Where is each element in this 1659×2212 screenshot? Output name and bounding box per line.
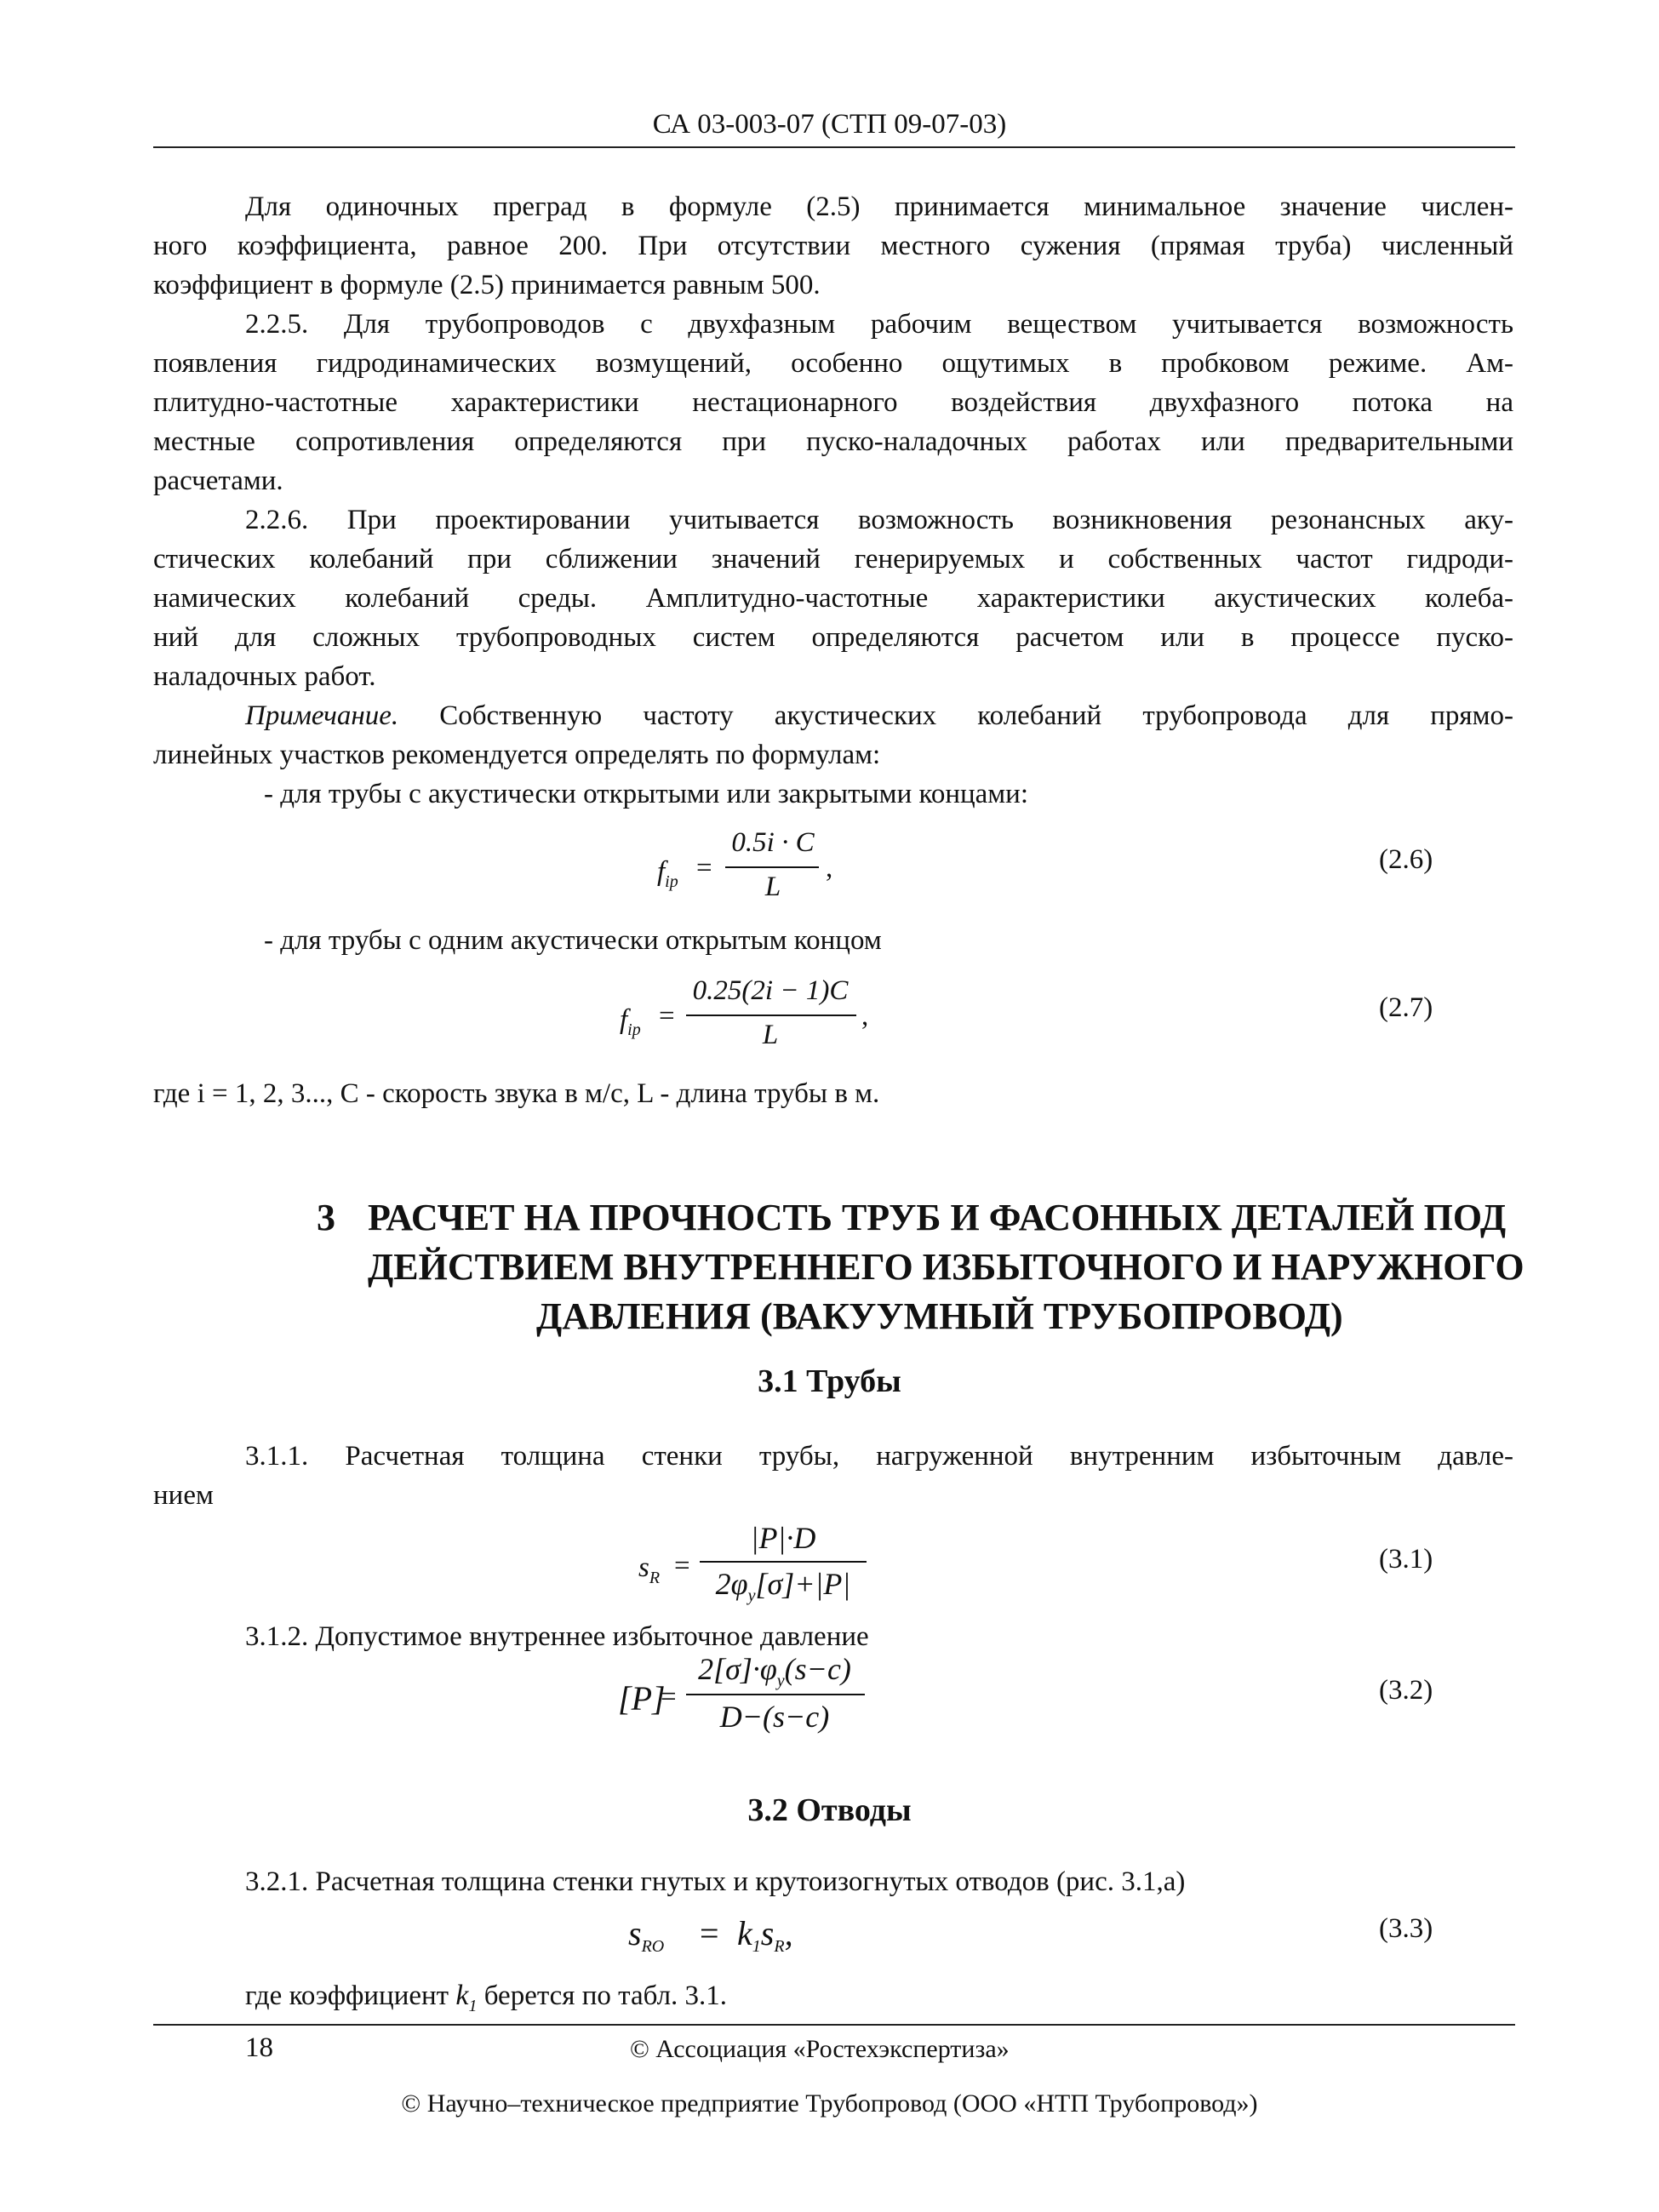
para-line: нием xyxy=(153,1480,214,1511)
para-line: 3.2.1. Расчетная толщина стенки гнутых и крутоизогнутых отводов (рис. 3.1,а) xyxy=(245,1866,1186,1897)
formula-number: (3.2) xyxy=(1379,1675,1433,1706)
page-number: 18 xyxy=(245,2032,273,2063)
k1-line: где коэффициент $k_1$ берется по табл. 3.1. xyxy=(245,1980,728,2015)
where-line: где i = 1, 2, 3..., С - скорость звука в м/с, L - длина трубы в м. xyxy=(153,1078,880,1109)
para-line: 2.2.6. При проектировании учитывается возможность возникновения резонансных аку- xyxy=(245,505,1513,535)
header-rule xyxy=(153,146,1515,148)
note-label: Примечание. xyxy=(245,700,399,731)
section-title-line: РАСЧЕТ НА ПРОЧНОСТЬ ТРУБ И ФАСОННЫХ ДЕТАЛЕЙ ПОД xyxy=(368,1197,1507,1238)
para-line: плитудно-частотные характеристики нестационарного воздействия двухфазного потока на xyxy=(153,387,1513,418)
formula-number: (2.6) xyxy=(1379,844,1433,875)
section-title-line: ДАВЛЕНИЯ (ВАКУУМНЫЙ ТРУБОПРОВОД) xyxy=(536,1295,1343,1337)
bullet-open-closed: - для трубы с акустически открытыми или закрытыми концами: xyxy=(264,779,1029,809)
para-line: расчетами. xyxy=(153,466,283,496)
footer-association: © Ассоциация «Ростехэкспертиза» xyxy=(630,2035,1010,2063)
header-code: СА 03-003-07 (СТП 09-07-03) xyxy=(652,109,1007,140)
note-line xyxy=(153,694,1513,737)
para-line: 2.2.5. Для трубопроводов с двухфазным рабочим веществом учитывается возможность xyxy=(245,309,1513,340)
para-line: местные сопротивления определяются при пуско-наладочных работах или предварительными xyxy=(153,426,1513,457)
note-line: линейных участков рекомендуется определять по формулам: xyxy=(153,740,881,770)
para-line: наладочных работ. xyxy=(153,661,376,692)
para-line: Для одиночных преград в формуле (2.5) принимается минимальное значение числен- xyxy=(245,191,1513,222)
para-line: намических колебаний среды. Амплитудно-частотные характеристики акустических колеба- xyxy=(153,583,1513,614)
formula-number: (2.7) xyxy=(1379,992,1433,1023)
para-line: стических колебаний при сближении значений генерируемых и собственных частот гидроди- xyxy=(153,544,1513,574)
subsection-3-2-title: 3.2 Отводы xyxy=(747,1792,912,1828)
para-line: появления гидродинамических возмущений, особенно ощутимых в пробковом режиме. Ам- xyxy=(153,348,1513,379)
para-line: 3.1.1. Расчетная толщина стенки трубы, нагруженной внутренним избыточным давле- xyxy=(245,1441,1513,1472)
footer-rule xyxy=(153,2024,1515,2026)
note-text: Собственную частоту акустических колебаний трубопровода для прямо- xyxy=(398,700,1513,731)
section-title-line: ДЕЙСТВИЕМ ВНУТРЕННЕГО ИЗБЫТОЧНОГО И НАРУЖНОГО xyxy=(368,1246,1525,1288)
section-number: 3 xyxy=(317,1197,335,1238)
para-line: ного коэффициента, равное 200. При отсутствии местного сужения (прямая труба) численный xyxy=(153,231,1513,261)
para-line: ний для сложных трубопроводных систем определяются расчетом или в процессе пуско- xyxy=(153,622,1513,653)
formula-number: (3.3) xyxy=(1379,1913,1433,1944)
subsection-3-1-title: 3.1 Трубы xyxy=(758,1363,901,1399)
para-line: 3.1.2. Допустимое внутреннее избыточное давление xyxy=(245,1621,869,1652)
para-line: коэффициент в формуле (2.5) принимается равным 500. xyxy=(153,270,821,300)
footer-company: © Научно–техническое предприятие Трубопровод (ООО «НТП Трубопровод») xyxy=(401,2089,1258,2118)
bullet-one-open: - для трубы с одним акустически открытым концом xyxy=(264,925,882,956)
formula-number: (3.1) xyxy=(1379,1544,1433,1575)
